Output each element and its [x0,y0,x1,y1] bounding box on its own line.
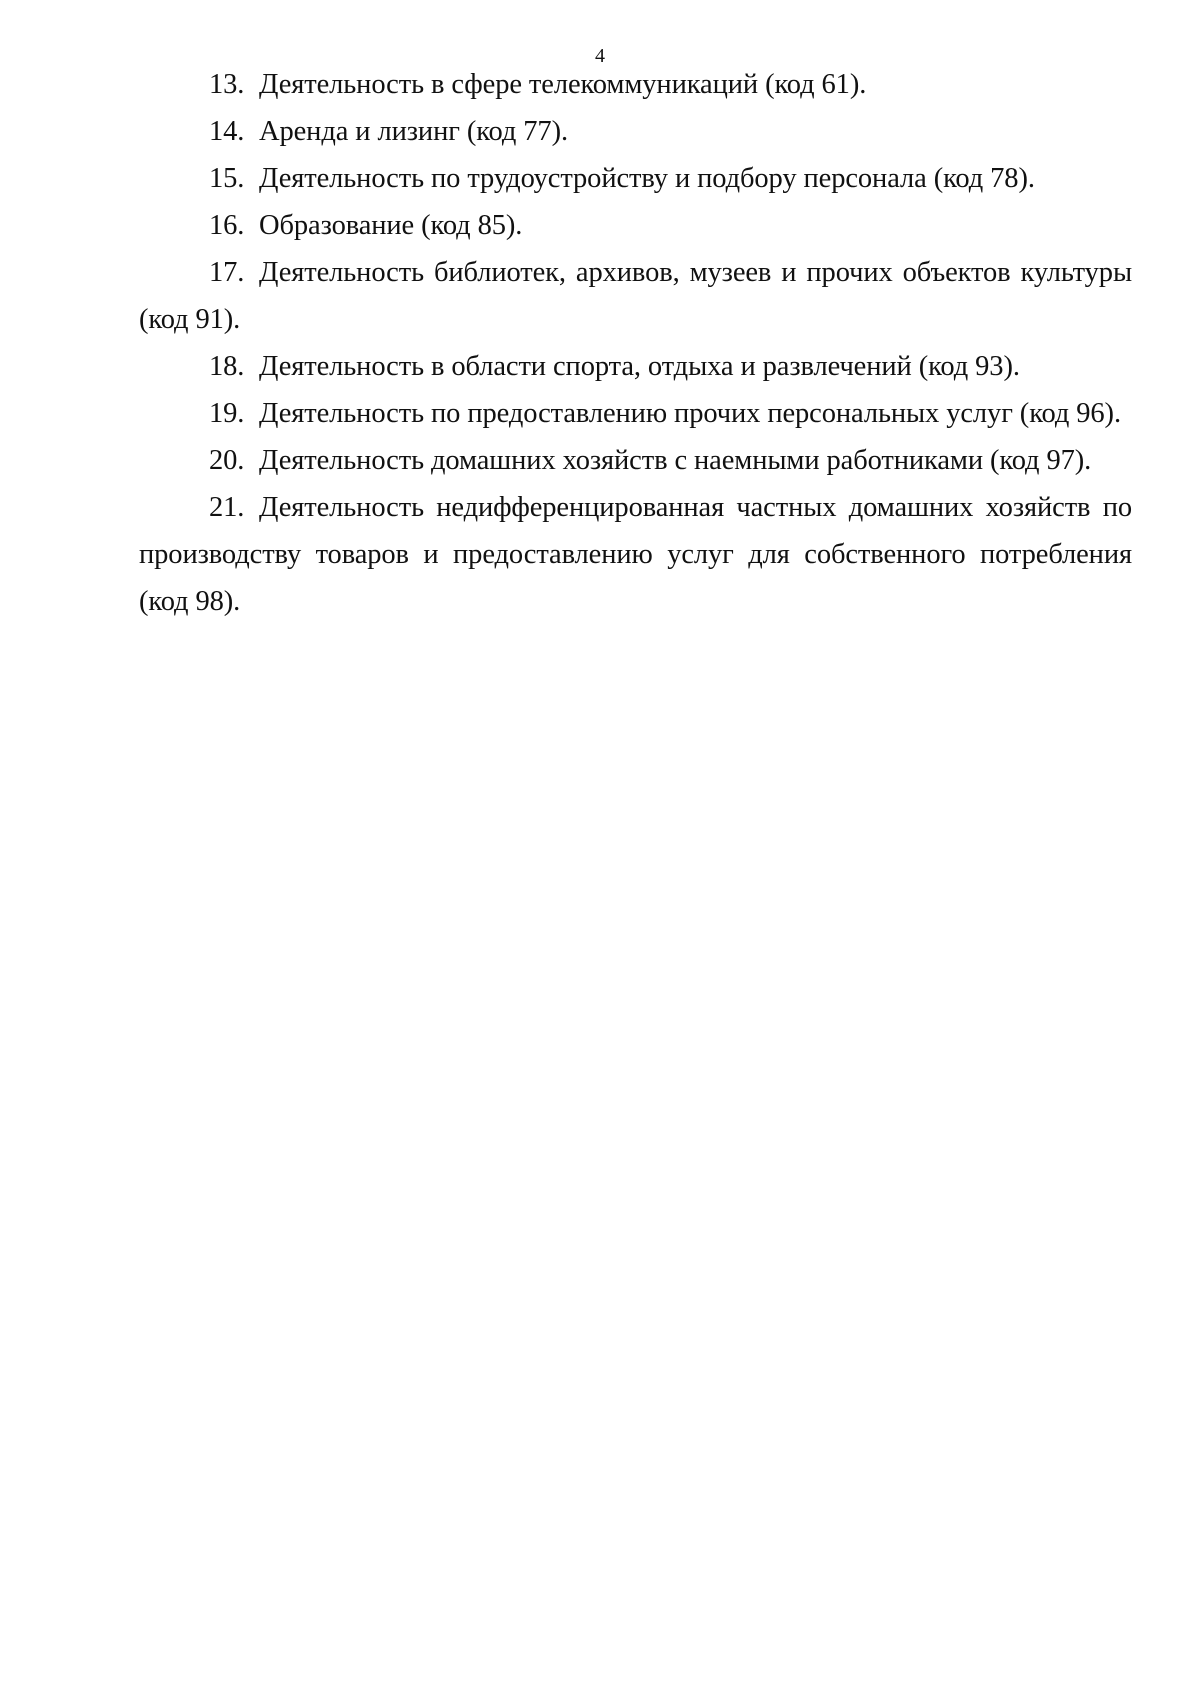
item-number: 19. [209,398,245,429]
item-number: 14. [209,116,245,147]
item-number: 17. [209,257,245,288]
item-number: 18. [209,351,245,382]
item-text: Деятельность недифференцированная частных домашних хозяйств по производству товаров и предоставлению услуг для собственного потребления (код 98). [139,492,1132,617]
item-text: Образование (код 85). [259,210,523,241]
item-text: Деятельность в сфере телекоммуникаций (код 61). [259,69,867,100]
list-item [139,155,1132,202]
list-item [139,390,1132,437]
list-item [139,343,1132,390]
item-number: 16. [209,210,245,241]
item-text: Деятельность по предоставлению прочих персональных услуг (код 96). [259,398,1121,429]
item-text: Деятельность библиотек, архивов, музеев и прочих объектов культуры (код 91). [139,257,1132,335]
item-text: Аренда и лизинг (код 77). [259,116,568,147]
list-item [139,437,1132,484]
list-item [139,61,1132,108]
item-number: 15. [209,163,245,194]
list-item [139,484,1132,625]
list-item [139,108,1132,155]
item-number: 21. [209,492,245,523]
item-number: 20. [209,445,245,476]
item-text: Деятельность в области спорта, отдыха и развлечений (код 93). [259,351,1020,382]
activity-list [139,61,1132,625]
item-number: 13. [209,69,245,100]
item-text: Деятельность домашних хозяйств с наемными работниками (код 97). [259,445,1092,476]
page-number: 4 [595,45,605,67]
list-item [139,202,1132,249]
list-item [139,249,1132,343]
item-text: Деятельность по трудоустройству и подбору персонала (код 78). [259,163,1035,194]
